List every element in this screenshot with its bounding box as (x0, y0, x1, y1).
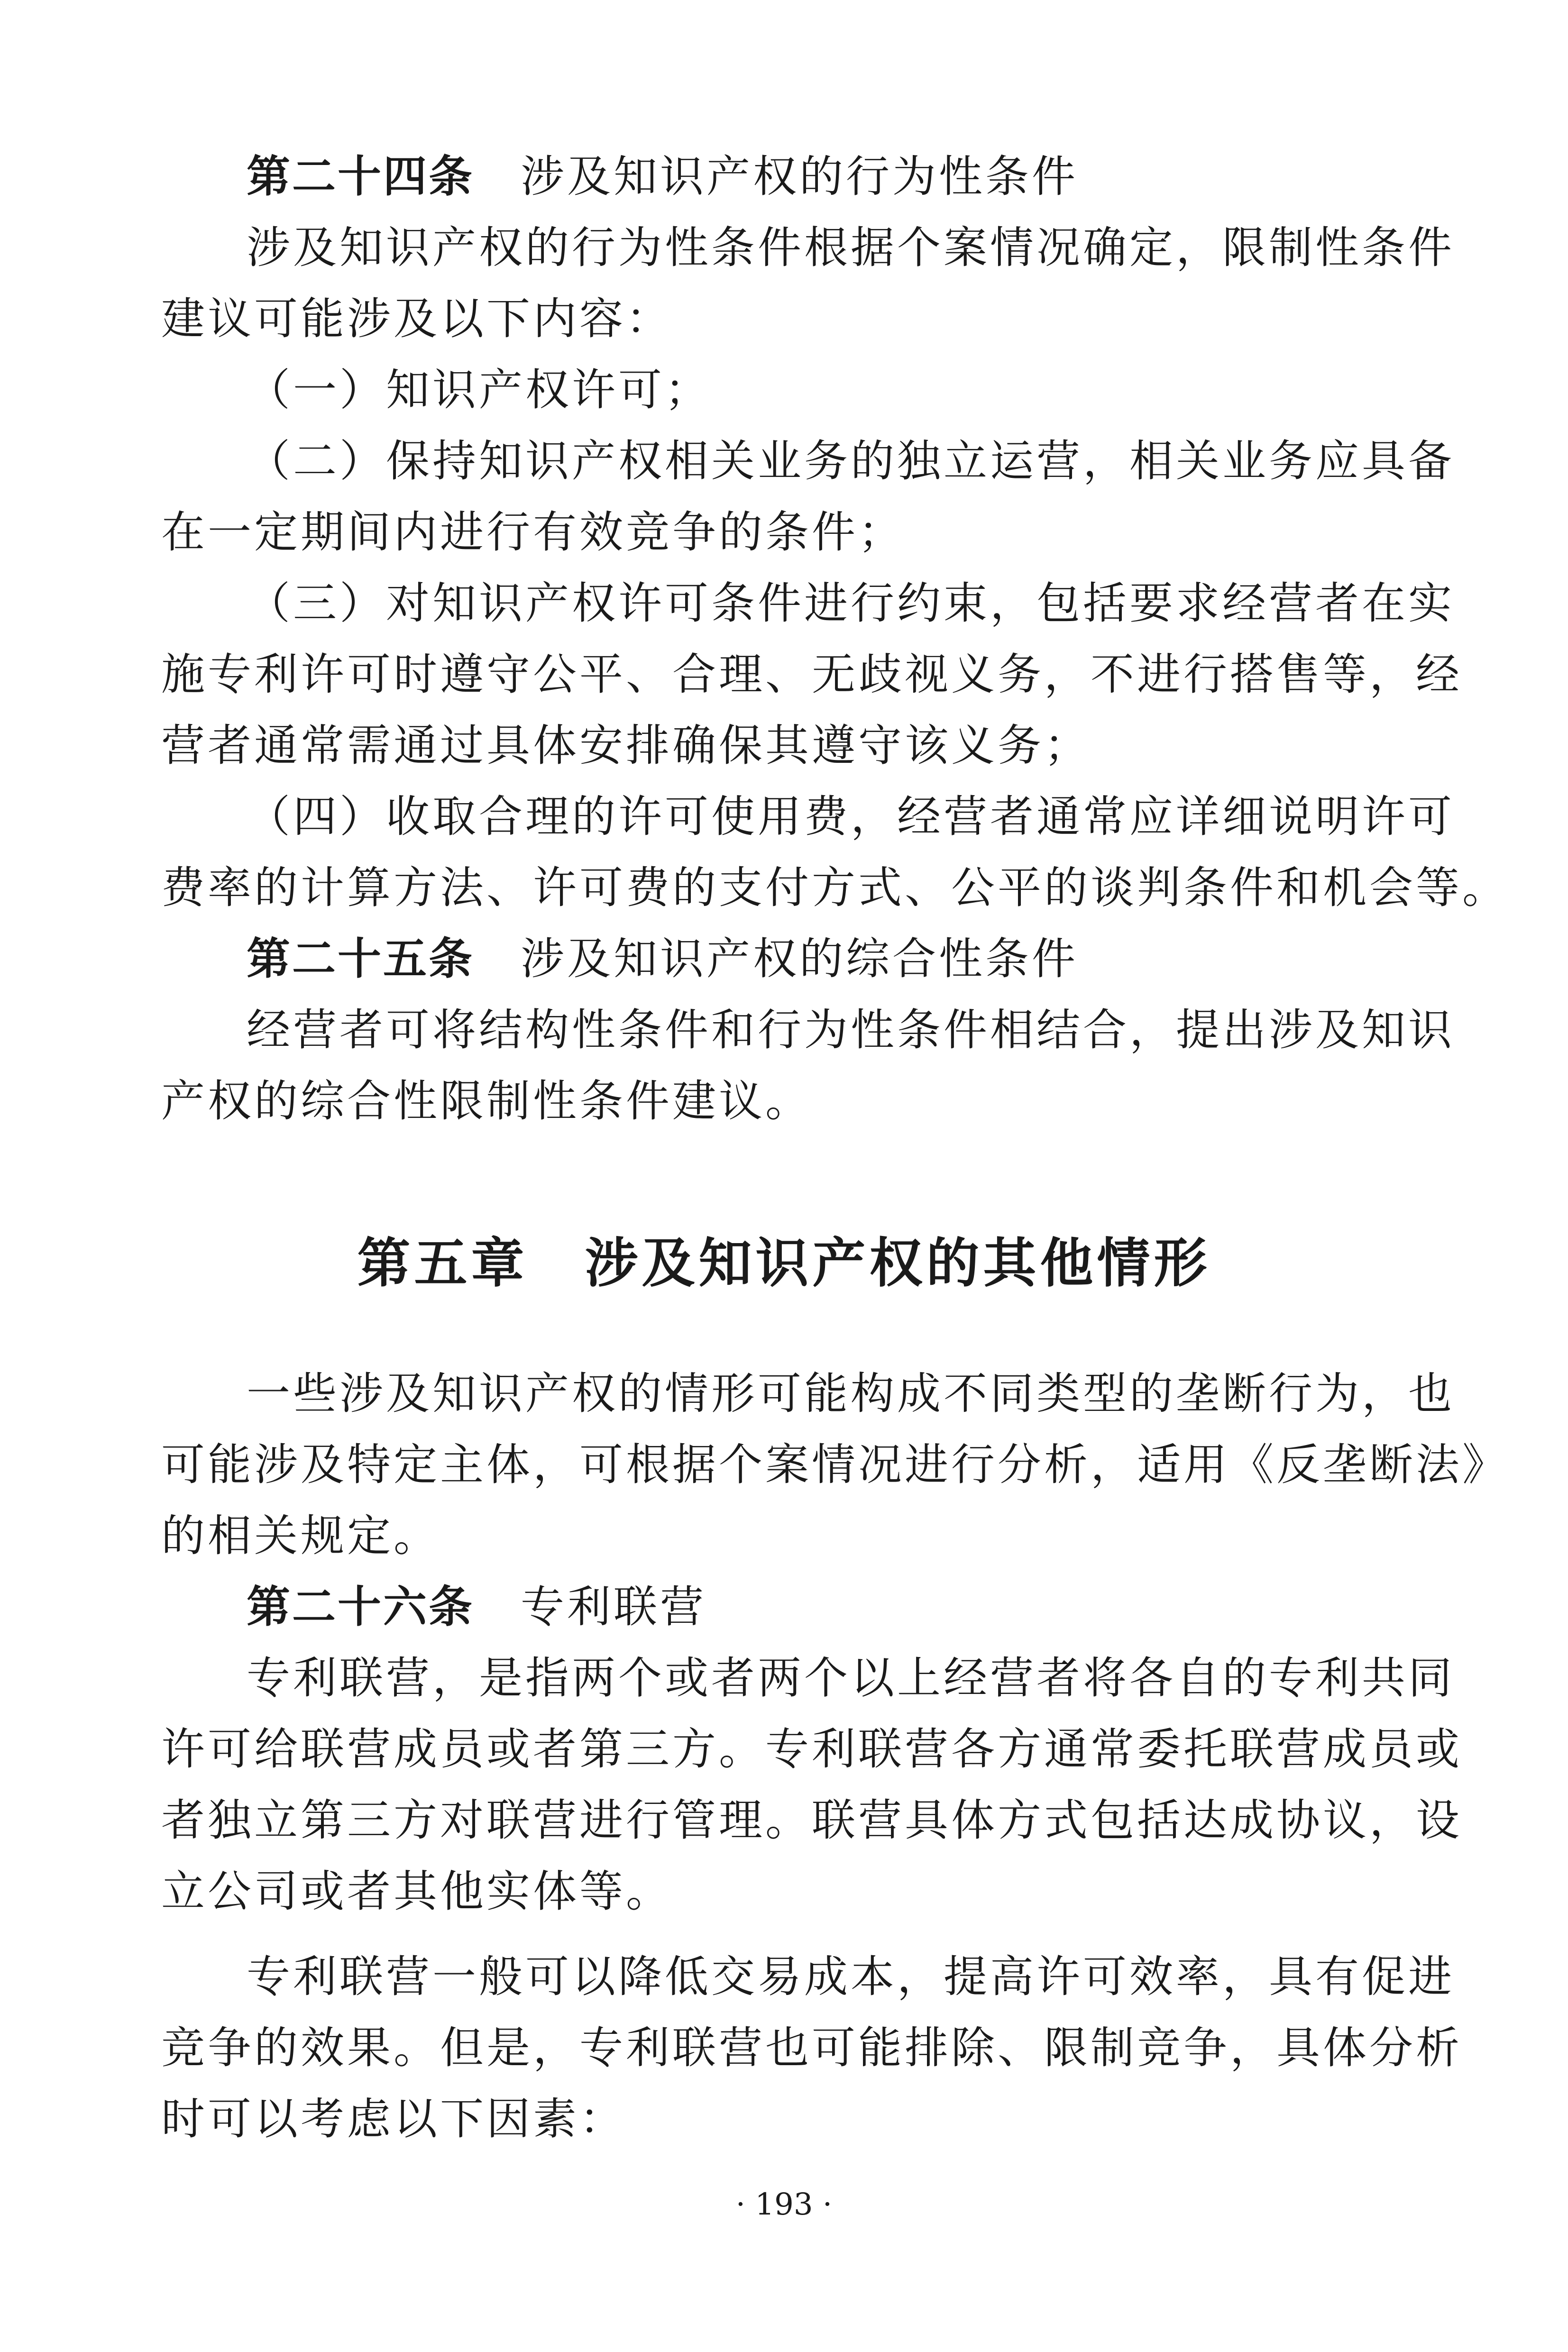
article-26-label: 第二十六条 (247, 1582, 475, 1632)
page-number: · 193 · (735, 2187, 833, 2222)
article-25-label: 第二十五条 (247, 933, 475, 984)
article-26-heading (247, 1581, 706, 1633)
article-24-item-3-line: 施专利许可时遵守公平、合理、无歧视义务，不进行搭售等，经 (161, 649, 1463, 700)
article-25-paragraph-line: 经营者可将结构性条件和行为性条件相结合，提出涉及知识 (247, 1005, 1455, 1055)
article-26-paragraph-line: 专利联营，是指两个或者两个以上经营者将各自的专利共同 (247, 1653, 1455, 1703)
article-26-paragraph-line: 者独立第三方对联营进行管理。联营具体方式包括达成协议，设 (161, 1795, 1463, 1846)
article-24-item-1: （一）知识产权许可； (247, 365, 712, 415)
article-25-paragraph-line: 产权的综合性限制性条件建议。 (161, 1076, 812, 1126)
article-26-paragraph-line: 许可给联营成员或者第三方。专利联营各方通常委托联营成员或 (161, 1724, 1463, 1775)
article-24-item-3-line: （三）对知识产权许可条件进行约束，包括要求经营者在实 (247, 578, 1455, 629)
article-26-paragraph-2-line: 竞争的效果。但是，专利联营也可能排除、限制竞争，具体分析 (161, 2023, 1463, 2073)
article-24-item-4-line: 费率的计算方法、许可费的支付方式、公平的谈判条件和机会等。 (161, 862, 1509, 913)
chapter-5-intro-line: 可能涉及特定主体，可根据个案情况进行分析，适用《反垄断法》 (161, 1439, 1509, 1490)
article-26-paragraph-2-line: 时可以考虑以下因素： (161, 2094, 626, 2144)
article-25-title: 涉及知识产权的综合性条件 (521, 933, 1079, 984)
article-24-item-3-line: 营者通常需通过具体安排确保其遵守该义务； (161, 720, 1091, 771)
article-26-title: 专利联营 (521, 1582, 707, 1632)
article-24-title: 涉及知识产权的行为性条件 (521, 151, 1079, 202)
article-24-item-2-line: 在一定期间内进行有效竞争的条件； (161, 507, 905, 558)
article-26-paragraph-line: 立公司或者其他实体等。 (161, 1866, 673, 1917)
article-25-heading (247, 933, 1078, 985)
article-24-heading (247, 151, 1078, 203)
article-24-item-2-line: （二）保持知识产权相关业务的独立运营，相关业务应具备 (247, 436, 1455, 486)
article-24-item-4-line: （四）收取合理的许可使用费，经营者通常应详细说明许可 (247, 791, 1455, 842)
article-24-paragraph-line: 建议可能涉及以下内容： (161, 293, 673, 344)
chapter-5-intro-line: 的相关规定。 (161, 1510, 440, 1561)
chapter-5-title: 第五章 涉及知识产权的其他情形 (357, 1233, 1211, 1294)
article-24-label: 第二十四条 (247, 151, 475, 202)
article-24-paragraph-line: 涉及知识产权的行为性条件根据个案情况确定，限制性条件 (247, 222, 1455, 273)
article-26-paragraph-2-line: 专利联营一般可以降低交易成本，提高许可效率，具有促进 (247, 1951, 1455, 2002)
chapter-5-intro-line: 一些涉及知识产权的情形可能构成不同类型的垄断行为，也 (247, 1368, 1455, 1419)
